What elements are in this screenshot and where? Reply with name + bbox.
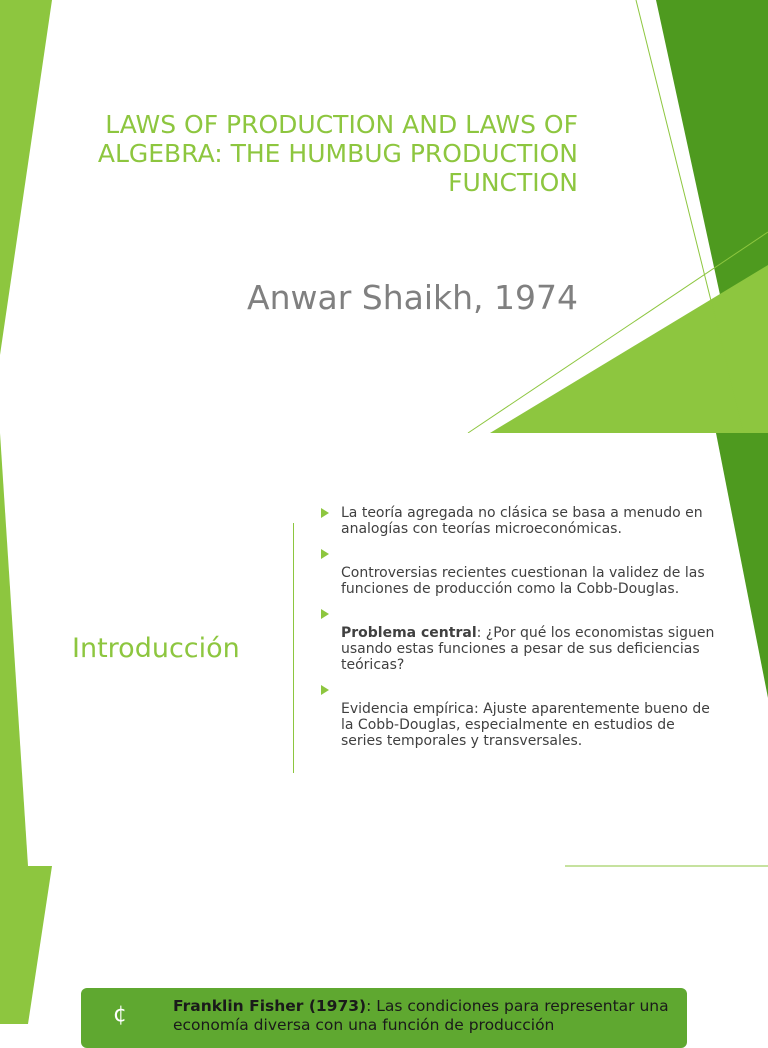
bullet-text: La teoría agregada no clásica se basa a menudo en analogías con teorías microeconómicas. xyxy=(341,505,703,537)
fisher-slide xyxy=(0,866,768,1034)
fisher-callout-text xyxy=(173,997,683,1035)
introduction-slide xyxy=(0,433,768,866)
bullet-text: Controversias recientes cuestionan la validez de las funciones de producción como la Cobb-Douglas. xyxy=(341,565,705,597)
bullet-item xyxy=(318,546,718,597)
bullet-item xyxy=(318,606,718,673)
fisher-bold-text: Franklin Fisher (1973) xyxy=(173,997,367,1015)
bullet-arrow-icon xyxy=(321,549,329,559)
bullet-item xyxy=(318,682,718,749)
section-title: Introducción xyxy=(72,633,240,664)
bullet-bold-text: Problema central xyxy=(341,625,477,641)
left-green-strip xyxy=(0,0,52,355)
bullet-text: Evidencia empírica: Ajuste aparentemente bueno de la Cobb-Douglas, especialmente en estudios de series temporales y transversales. xyxy=(341,701,710,749)
bullet-arrow-icon xyxy=(321,685,329,695)
presentation-title: LAWS OF PRODUCTION AND LAWS OF ALGEBRA: THE HUMBUG PRODUCTION FUNCTION xyxy=(97,110,578,197)
title-slide xyxy=(0,0,768,433)
fisher-body-text: : Las condiciones para representar una economía diversa con una función de producción xyxy=(173,997,669,1034)
slide-decoration xyxy=(0,0,768,433)
author-line: Anwar Shaikh, 1974 xyxy=(247,278,578,317)
bullet-item xyxy=(318,505,718,537)
right-green-wedge xyxy=(716,433,768,698)
left-green-strip xyxy=(0,866,52,1024)
vertical-divider xyxy=(293,523,294,773)
left-green-strip xyxy=(0,433,28,866)
bullet-arrow-icon xyxy=(321,508,329,518)
dollar-sign-icon: ¢ xyxy=(113,1002,127,1027)
bullet-list xyxy=(318,505,718,758)
bullet-text: : ¿Por qué los economistas siguen usando estas funciones a pesar de sus deficiencias teóricas? xyxy=(341,625,715,673)
bullet-arrow-icon xyxy=(321,609,329,619)
fisher-callout-box xyxy=(81,988,687,1048)
